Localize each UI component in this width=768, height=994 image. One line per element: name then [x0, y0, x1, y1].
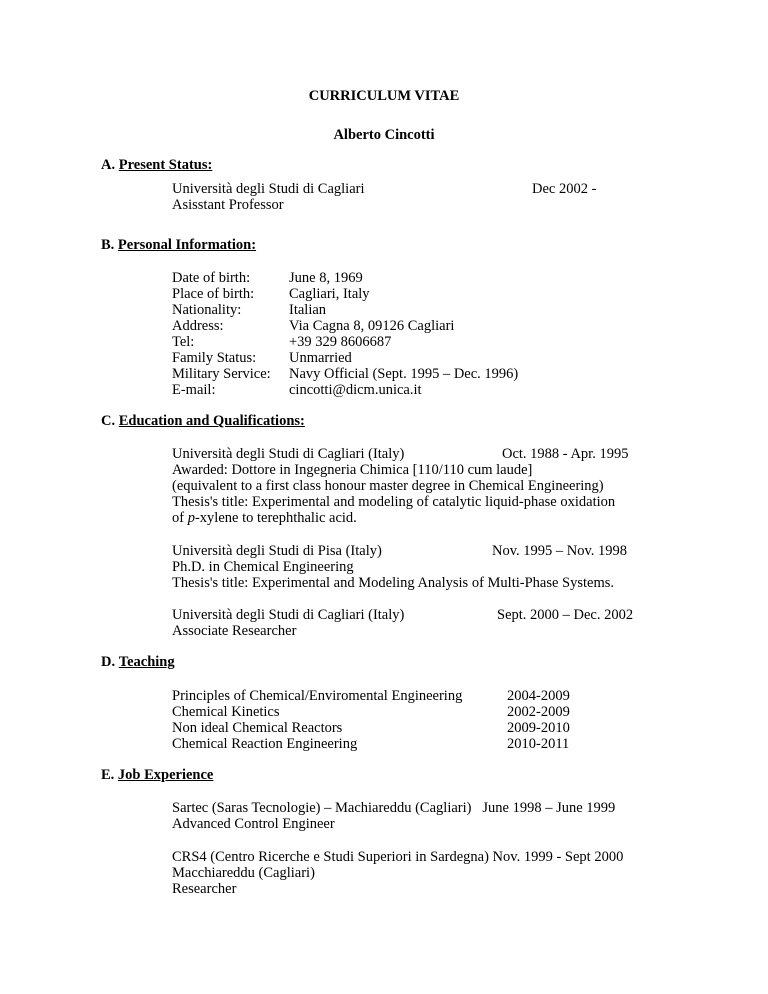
- education-entry: [172, 607, 404, 639]
- education-period: Sept. 2000 – Dec. 2002: [497, 607, 634, 623]
- education-detail: Ph.D. in Chemical Engineering: [172, 559, 354, 575]
- education-detail: of p-xylene to terephthalic acid.: [172, 510, 357, 526]
- section-heading-present-status: A. Present Status:: [101, 157, 213, 173]
- teaching-course: Non ideal Chemical Reactors: [172, 720, 343, 736]
- personal-label: E-mail:: [172, 382, 216, 398]
- present-status-role: Asisstant Professor: [172, 197, 284, 213]
- teaching-course: Chemical Reaction Engineering: [172, 736, 358, 752]
- education-period: Nov. 1995 – Nov. 1998: [492, 543, 628, 559]
- author-name: Alberto Cincotti: [333, 127, 435, 143]
- email-value: cincotti@dicm.unica.it: [289, 382, 422, 398]
- personal-info-values: [289, 270, 518, 398]
- teaching-course: Chemical Kinetics: [172, 704, 280, 720]
- personal-value: Via Cagna 8, 09126 Cagliari: [289, 318, 455, 334]
- teaching-table: [172, 688, 570, 752]
- teaching-courses: [172, 688, 507, 752]
- personal-label: Family Status:: [172, 350, 257, 366]
- education-detail: Thesis's title: Experimental and Modeling Analysis of Multi-Phase Systems.: [172, 575, 615, 591]
- personal-label: Address:: [172, 318, 224, 334]
- document-title: CURRICULUM VITAE: [308, 88, 460, 104]
- personal-label: Tel:: [172, 334, 195, 350]
- education-institution: Università degli Studi di Cagliari (Italy): [172, 446, 405, 462]
- job-role: Researcher: [172, 881, 237, 897]
- section-heading-job-experience: E. Job Experience: [101, 767, 214, 783]
- section-heading-teaching: D. Teaching: [101, 654, 175, 670]
- education-detail: (equivalent to a first class honour master degree in Chemical Engineering): [172, 478, 604, 494]
- teaching-course: Principles of Chemical/Enviromental Engineering: [172, 688, 463, 704]
- personal-value: June 8, 1969: [289, 270, 363, 286]
- personal-value: +39 329 8606687: [289, 334, 392, 350]
- section-heading-education: C. Education and Qualifications:: [101, 413, 305, 429]
- job-employer: CRS4 (Centro Ricerche e Studi Superiori in Sardegna) Nov. 1999 - Sept 2000: [172, 849, 624, 865]
- job-entry: [172, 800, 615, 832]
- job-role: Advanced Control Engineer: [172, 816, 335, 832]
- education-detail: Awarded: Dottore in Ingegneria Chimica [110/110 cum laude]: [172, 462, 533, 478]
- education-detail: Associate Researcher: [172, 623, 297, 639]
- education-detail: Thesis's title: Experimental and modeling of catalytic liquid-phase oxidation: [172, 494, 616, 510]
- personal-label: Place of birth:: [172, 286, 255, 302]
- teaching-years: [507, 688, 570, 752]
- teaching-year: 2002-2009: [507, 704, 570, 720]
- job-location: Macchiareddu (Cagliari): [172, 865, 315, 881]
- section-heading-personal-information: B. Personal Information:: [101, 237, 257, 253]
- teaching-year: 2004-2009: [507, 688, 570, 704]
- education-institution: Università degli Studi di Cagliari (Italy): [172, 607, 405, 623]
- job-period: June 1998 – June 1999: [482, 800, 616, 816]
- teaching-year: 2009-2010: [507, 720, 570, 736]
- education-institution: Università degli Studi di Pisa (Italy): [172, 543, 382, 559]
- personal-label: Military Service:: [172, 366, 271, 382]
- present-status-institution: Università degli Studi di Cagliari: [172, 181, 365, 197]
- job-entry: [172, 849, 623, 897]
- job-employer: Sartec (Saras Tecnologie) – Machiareddu (Cagliari): [172, 800, 472, 816]
- personal-value: Italian: [289, 302, 327, 318]
- personal-value: Navy Official (Sept. 1995 – Dec. 1996): [289, 366, 519, 382]
- personal-value: Unmarried: [289, 350, 352, 366]
- present-status-period: Dec 2002 -: [532, 181, 597, 197]
- personal-label: Date of birth:: [172, 270, 251, 286]
- teaching-year: 2010-2011: [507, 736, 570, 752]
- personal-label: Nationality:: [172, 302, 242, 318]
- personal-info-table: [172, 270, 518, 398]
- personal-info-labels: [172, 270, 289, 398]
- education-period: Oct. 1988 - Apr. 1995: [502, 446, 629, 462]
- personal-value: Cagliari, Italy: [289, 286, 370, 302]
